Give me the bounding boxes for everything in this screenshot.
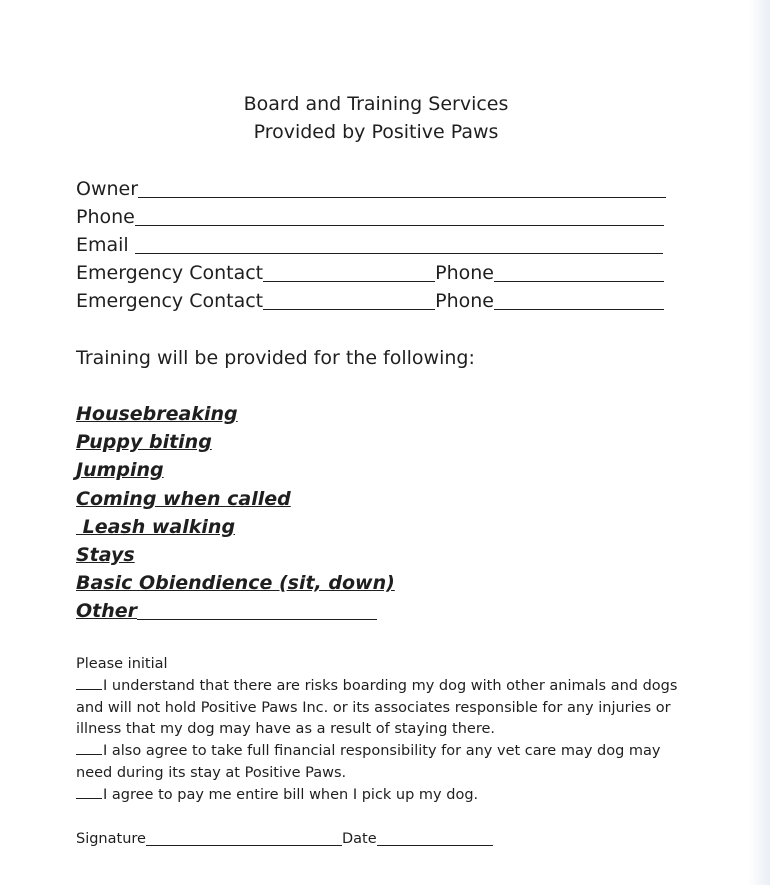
skill-stays: Stays bbox=[76, 544, 135, 566]
email-field[interactable] bbox=[76, 231, 663, 259]
emergency-contact-1-field[interactable] bbox=[76, 259, 664, 287]
initial-clause-1-text: I understand that there are risks boarding my dog with other animals and dogs bbox=[103, 678, 678, 694]
emergency-phone-2-label: Phone bbox=[435, 290, 494, 312]
signature-row bbox=[76, 828, 493, 850]
phone-label: Phone bbox=[76, 206, 135, 228]
emergency-phone-1-line[interactable] bbox=[494, 280, 664, 282]
owner-field[interactable] bbox=[76, 175, 666, 203]
owner-label: Owner bbox=[76, 178, 139, 200]
initial-clause-1-cont-b: illness that my dog may have as a result of staying there. bbox=[76, 721, 496, 737]
form-subtitle: Provided by Positive Paws bbox=[253, 121, 499, 143]
initial-clause-2 bbox=[76, 741, 661, 763]
skill-other-line[interactable] bbox=[137, 618, 377, 620]
initial-blank-3[interactable] bbox=[76, 786, 102, 799]
training-intro: Training will be provided for the following: bbox=[76, 347, 475, 369]
email-label: Email bbox=[76, 234, 129, 256]
form-title: Board and Training Services bbox=[243, 93, 509, 115]
emergency-contact-2-label: Emergency Contact bbox=[76, 290, 264, 312]
initial-clause-2-text: I also agree to take full financial responsibility for any vet care may dog may bbox=[103, 743, 661, 759]
emergency-phone-1-label: Phone bbox=[435, 262, 494, 284]
initial-clause-1-cont-a: and will not hold Positive Paws Inc. or its associates responsible for any injuries or bbox=[76, 700, 671, 716]
skill-jumping: Jumping bbox=[76, 459, 164, 481]
skill-basic-obedience: Basic Obiendience (sit, down) bbox=[76, 572, 395, 594]
emergency-phone-2-line[interactable] bbox=[494, 308, 664, 310]
signature-line[interactable] bbox=[146, 844, 342, 846]
skill-other-field[interactable] bbox=[76, 597, 377, 625]
signature-label: Signature bbox=[76, 831, 146, 847]
initials-heading: Please initial bbox=[76, 656, 168, 672]
date-label: Date bbox=[341, 831, 377, 847]
emergency-contact-2-field[interactable] bbox=[76, 287, 664, 315]
initial-blank-2[interactable] bbox=[76, 742, 102, 755]
phone-line[interactable] bbox=[135, 224, 664, 226]
skill-other-label: Other bbox=[76, 600, 138, 622]
initial-clause-3-text: I agree to pay me entire bill when I pick up my dog. bbox=[103, 787, 479, 803]
phone-field[interactable] bbox=[76, 203, 664, 231]
owner-line[interactable] bbox=[138, 196, 666, 198]
emergency-contact-2-line[interactable] bbox=[263, 308, 435, 310]
initial-blank-1[interactable] bbox=[76, 677, 102, 690]
skill-coming-when-called: Coming when called bbox=[76, 488, 291, 510]
date-line[interactable] bbox=[377, 844, 493, 846]
skill-leash-walking: Leash walking bbox=[76, 516, 236, 538]
skill-puppy-biting: Puppy biting bbox=[76, 431, 212, 453]
email-line[interactable] bbox=[135, 252, 663, 254]
initial-clause-2-cont: need during its stay at Positive Paws. bbox=[76, 765, 347, 781]
initial-clause-1 bbox=[76, 676, 677, 698]
emergency-contact-1-label: Emergency Contact bbox=[76, 262, 264, 284]
emergency-contact-1-line[interactable] bbox=[263, 280, 435, 282]
skill-housebreaking: Housebreaking bbox=[76, 403, 238, 425]
initial-clause-3 bbox=[76, 785, 478, 807]
